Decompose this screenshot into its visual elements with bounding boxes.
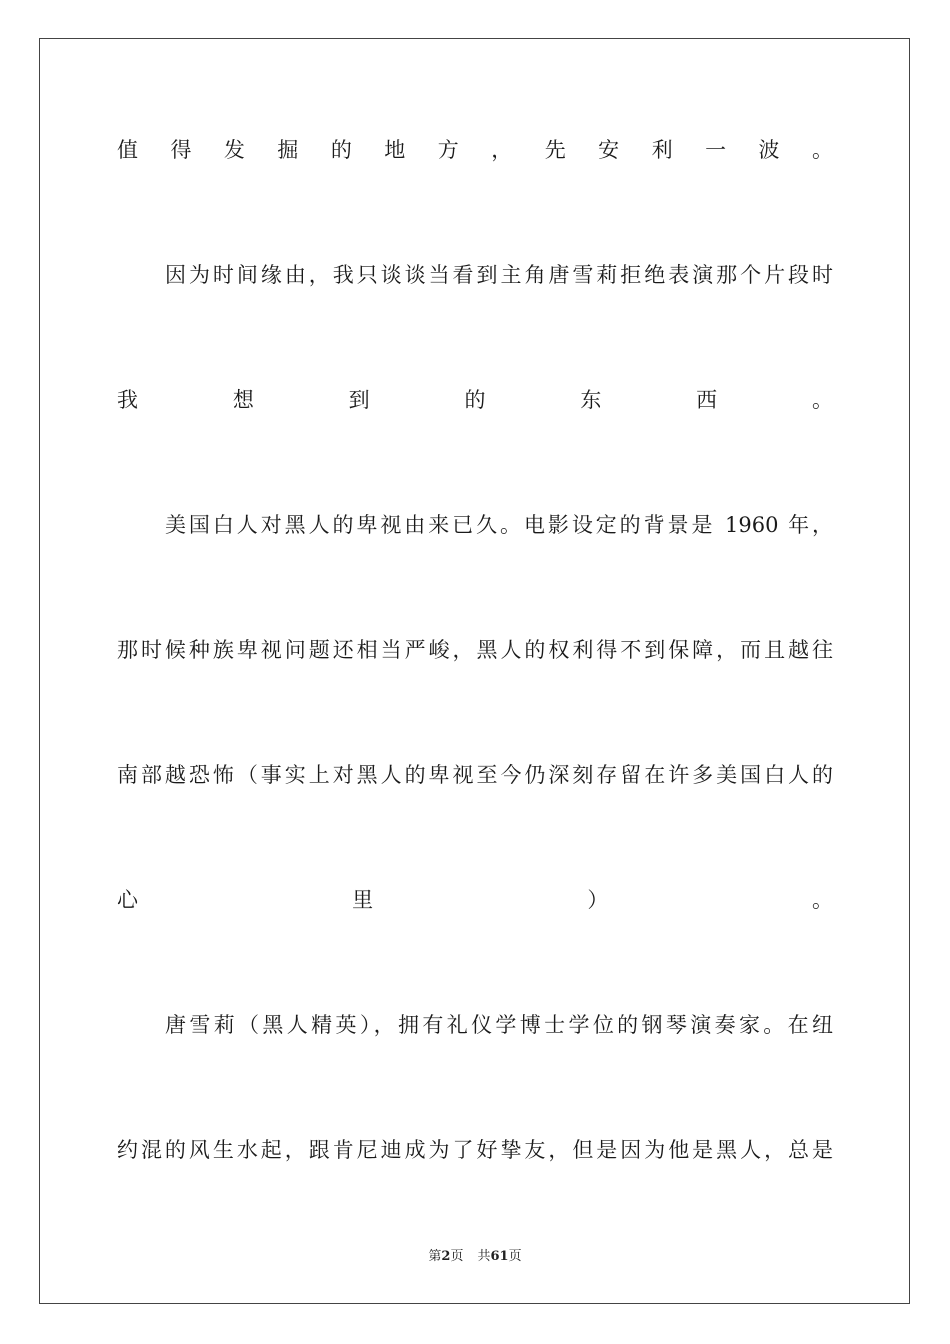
text-line-6: 南部越恐怖（事实上对黑人的卑视至今仍深刻存留在许多美国白人的 (117, 763, 833, 787)
footer-page-prefix: 第 (428, 1249, 442, 1264)
page-border (39, 38, 910, 1304)
text-line-1: 值得发掘的地方，先安利一波。 (117, 138, 833, 162)
text-line-3: 我想到的东西。 (117, 388, 833, 412)
footer-total-suffix: 页 (508, 1249, 522, 1264)
footer-page-suffix: 页 (450, 1249, 464, 1264)
footer-total-pages: 61 (490, 1249, 509, 1264)
text-line-5: 那时候种族卑视问题还相当严峻，黑人的权利得不到保障，而且越往 (117, 638, 833, 662)
text-line-2: 因为时间缘由，我只谈谈当看到主角唐雪莉拒绝表演那个片段时 (165, 263, 833, 287)
text-line-4: 美国白人对黑人的卑视由来已久。电影设定的背景是 1960 年， (165, 513, 833, 537)
text-line-8: 唐雪莉（黑人精英），拥有礼仪学博士学位的钢琴演奏家。在纽 (165, 1013, 833, 1037)
footer-total-prefix: 共 (477, 1249, 491, 1264)
footer-page-number: 2 (441, 1249, 451, 1264)
text-line-9: 约混的风生水起，跟肯尼迪成为了好挚友，但是因为他是黑人，总是 (117, 1138, 833, 1162)
page-footer (0, 1248, 950, 1266)
text-line-7: 心里）。 (117, 888, 833, 912)
